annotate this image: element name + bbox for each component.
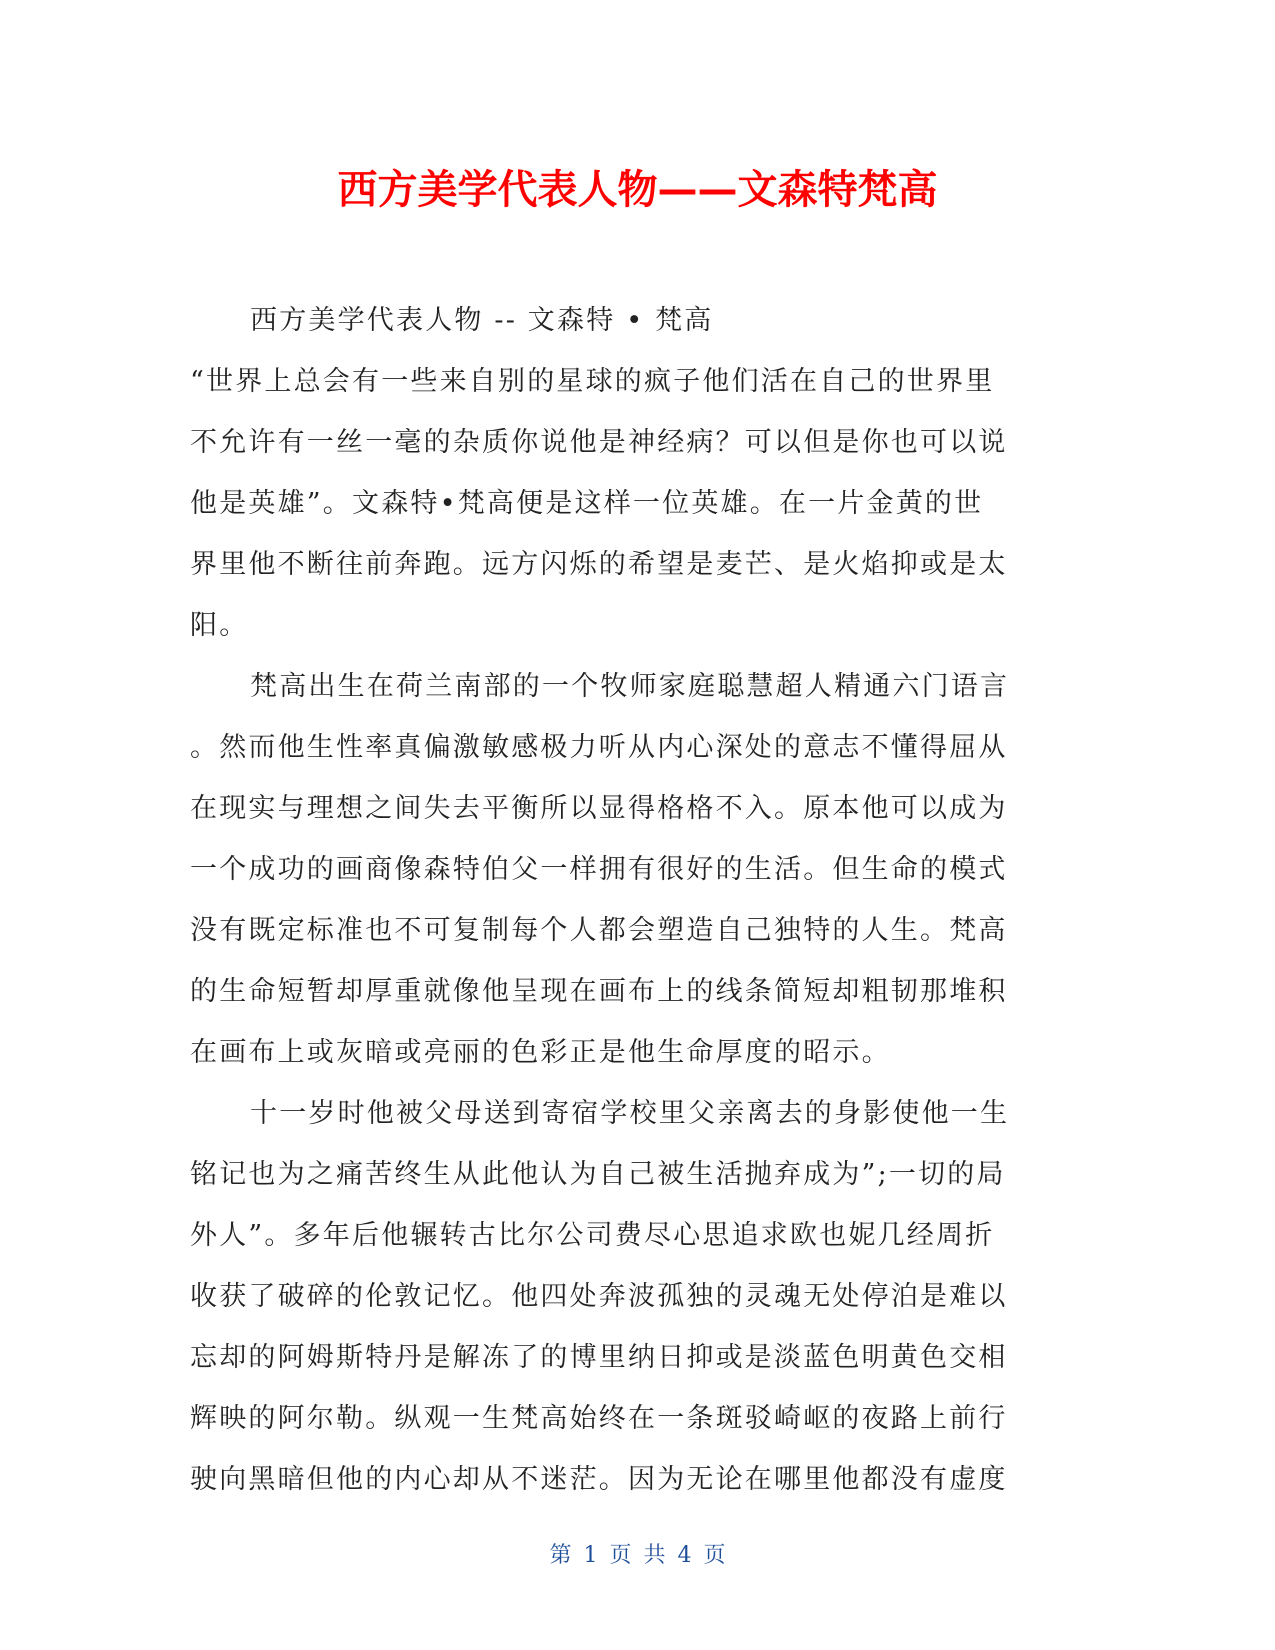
text-line: 。然而他生性率真偏激敏感极力听从内心深处的意志不懂得屈从 <box>190 732 1008 763</box>
text-line: 在画布上或灰暗或亮丽的色彩正是他生命厚度的昭示。 <box>190 1037 891 1068</box>
page-footer <box>0 1540 1275 1572</box>
text-line: 铭记也为之痛苦终生从此他认为自己被生活抛弃成为”;一切的局 <box>190 1159 1006 1190</box>
text-line: 十一岁时他被父母送到寄宿学校里父亲离去的身影使他一生 <box>250 1098 1010 1129</box>
text-line: 收获了破碎的伦敦记忆。他四处奔波孤独的灵魂无处停泊是难以 <box>190 1281 1008 1312</box>
text-line: 没有既定标准也不可复制每个人都会塑造自己独特的人生。梵高 <box>190 915 1008 946</box>
text-line: 的生命短暂却厚重就像他呈现在画布上的线条简短却粗韧那堆积 <box>190 976 1008 1007</box>
text-line: 在现实与理想之间失去平衡所以显得格格不入。原本他可以成为 <box>190 793 1008 824</box>
document-body <box>190 290 1070 1510</box>
text-line: 阳。 <box>190 610 249 641</box>
page-total: 4 <box>677 1543 692 1568</box>
page-number: 1 <box>583 1543 598 1568</box>
text-line: “世界上总会有一些来自别的星球的疯子他们活在自己的世界里 <box>190 366 995 397</box>
heading-line: 西方美学代表人物 -- 文森特 • 梵高 <box>250 305 714 336</box>
footer-ye: 页 <box>609 1543 632 1568</box>
text-line: 外人”。多年后他辗转古比尔公司费尽心思追求欧也妮几经周折 <box>190 1220 995 1251</box>
footer-ye2: 页 <box>703 1543 726 1568</box>
text-line: 界里他不断往前奔跑。远方闪烁的希望是麦芒、是火焰抑或是太 <box>190 549 1008 580</box>
document-title: 西方美学代表人物——文森特梵高 <box>337 167 938 213</box>
text-line: 辉映的阿尔勒。纵观一生梵高始终在一条斑驳崎岖的夜路上前行 <box>190 1403 1008 1434</box>
text-line: 忘却的阿姆斯特丹是解冻了的博里纳日抑或是淡蓝色明黄色交相 <box>190 1342 1008 1373</box>
footer-di: 第 <box>549 1543 572 1568</box>
text-line: 一个成功的画商像森特伯父一样拥有很好的生活。但生命的模式 <box>190 854 1008 885</box>
text-line: 梵高出生在荷兰南部的一个牧师家庭聪慧超人精通六门语言 <box>250 671 1010 702</box>
footer-gong: 共 <box>643 1543 666 1568</box>
text-line: 不允许有一丝一毫的杂质你说他是神经病？可以但是你也可以说 <box>190 427 1008 458</box>
text-line: 驶向黑暗但他的内心却从不迷茫。因为无论在哪里他都没有虚度 <box>190 1464 1008 1495</box>
text-line: 他是英雄”。文森特•梵高便是这样一位英雄。在一片金黄的世 <box>190 488 984 519</box>
